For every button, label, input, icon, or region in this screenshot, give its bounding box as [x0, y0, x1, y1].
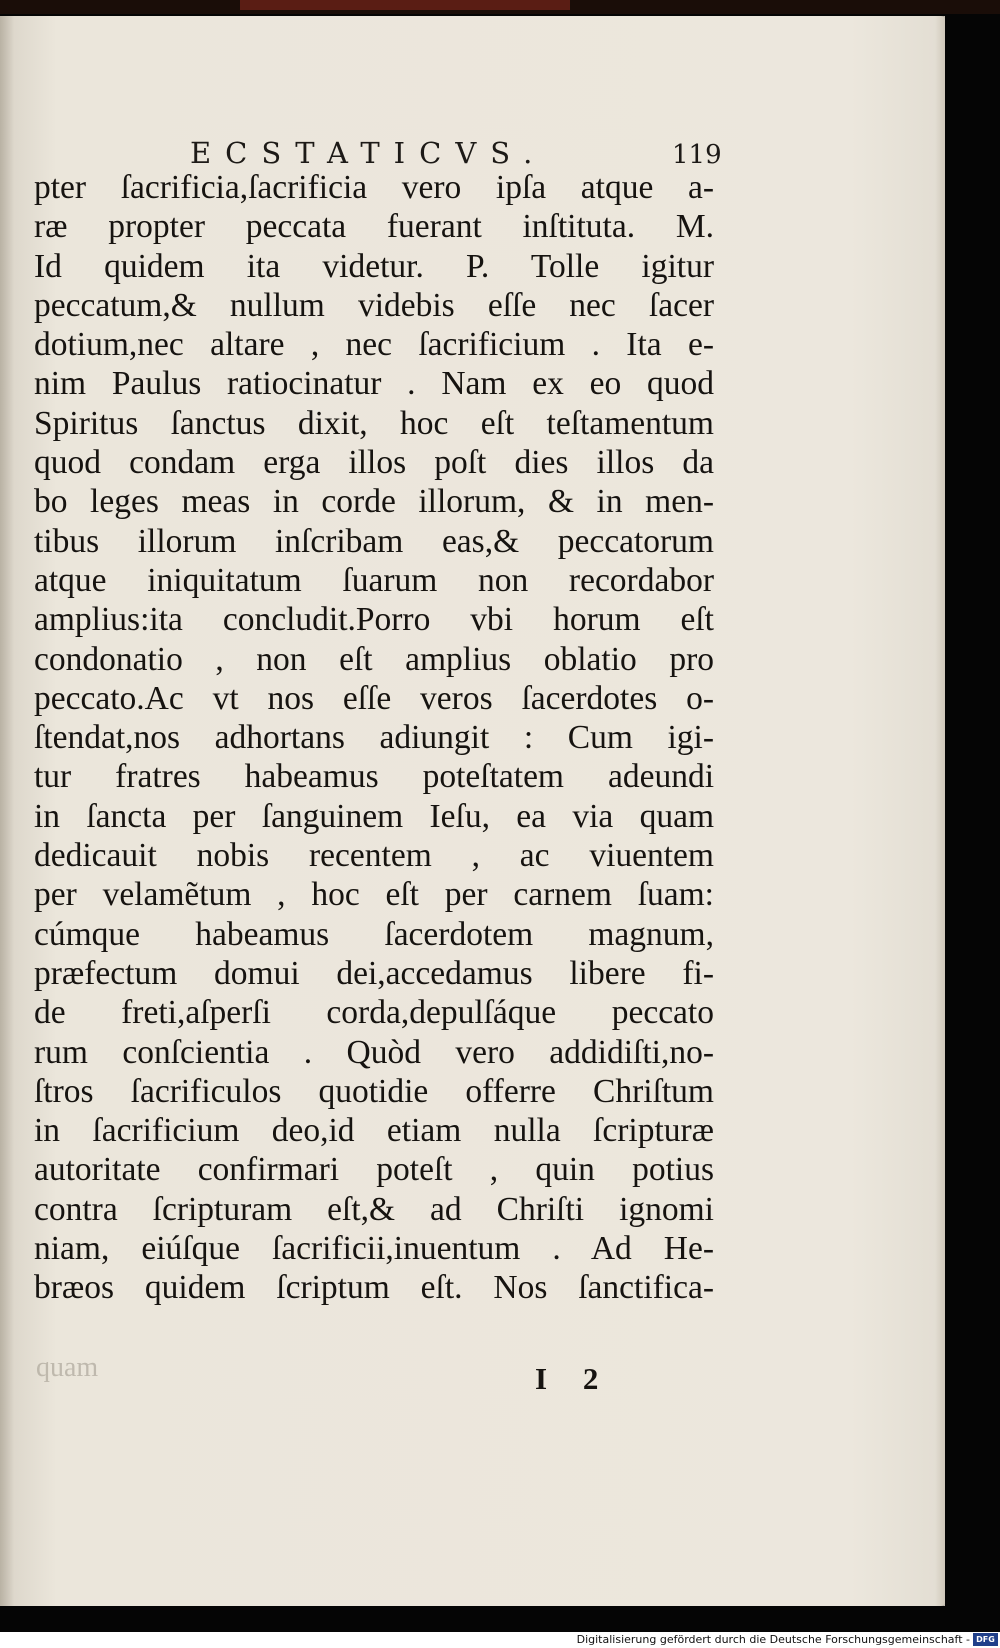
- top-binding-strip: [0, 0, 1000, 14]
- text-line: in ſacrificium deo,id etiam nulla ſcripturæ: [34, 1112, 714, 1150]
- body-text: [34, 168, 714, 1308]
- red-binding-edge: [240, 0, 570, 10]
- text-line: ræ propter peccata fuerant inſtituta. M.: [34, 208, 714, 246]
- dfg-credit-text: Digitalisierung gefördert durch die Deutsche Forschungsgemeinschaft -: [576, 1633, 970, 1646]
- digitization-footer: [0, 1632, 1000, 1648]
- text-line: tur fratres habeamus poteſtatem adeundi: [34, 758, 714, 796]
- text-line: condonatio , non eſt amplius oblatio pro: [34, 640, 714, 678]
- running-head: ECSTATICVS.: [190, 136, 547, 170]
- text-line: contra ſcripturam eſt,& ad Chriſti ignomi: [34, 1190, 714, 1228]
- text-line: cúmque habeamus ſacerdotem magnum,: [34, 915, 714, 953]
- text-line: dotium,nec altare , nec ſacrificium . Ita e-: [34, 326, 714, 364]
- text-line: bræos quidem ſcriptum eſt. Nos ſanctifica-: [34, 1269, 714, 1307]
- text-line: de freti,aſperſi corda,depulſáque peccato: [34, 994, 714, 1032]
- text-line: bo leges meas in corde illorum, & in men-: [34, 483, 714, 521]
- folio-number: 119: [672, 140, 722, 170]
- text-line: in ſancta per ſanguinem Ieſu, ea via quam: [34, 797, 714, 835]
- signature-mark: I 2: [535, 1361, 613, 1396]
- text-line: peccatum,& nullum videbis eſſe nec ſacer: [34, 286, 714, 324]
- text-line: rum conſcientia . Quòd vero addidiſti,no-: [34, 1033, 714, 1071]
- text-line: ſtendat,nos adhortans adiungit : Cum igi-: [34, 719, 714, 757]
- text-line: nim Paulus ratiocinatur . Nam ex eo quod: [34, 365, 714, 403]
- show-through-text: quam: [36, 1352, 99, 1383]
- text-line: autoritate confirmari poteſt , quin potius: [34, 1151, 714, 1189]
- text-line: per velamẽtum , hoc eſt per carnem ſuam:: [34, 876, 714, 914]
- text-line: præfectum domui dei,accedamus libere fi-: [34, 954, 714, 992]
- text-line: atque iniquitatum ſuarum non recordabor: [34, 561, 714, 599]
- book-page: [0, 16, 945, 1606]
- text-line: Spiritus ſanctus dixit, hoc eſt teſtamentum: [34, 404, 714, 442]
- text-line: quod condam erga illos poſt dies illos da: [34, 444, 714, 482]
- text-line: amplius:ita concludit.Porro vbi horum eſt: [34, 601, 714, 639]
- text-line: ſtros ſacrificulos quotidie offerre Chriſtum: [34, 1072, 714, 1110]
- dfg-logo[interactable]: DFG: [973, 1633, 998, 1646]
- text-line: tibus illorum inſcribam eas,& peccatorum: [34, 522, 714, 560]
- text-line: niam, eiúſque ſacrificii,inuentum . Ad He-: [34, 1230, 714, 1268]
- page-gutter-shadow: [0, 16, 14, 1606]
- text-line: pter ſacrificia,ſacrificia vero ipſa atque a-: [34, 169, 714, 206]
- text-line: dedicauit nobis recentem , ac viuentem: [34, 837, 714, 875]
- page-fore-edge: [935, 16, 945, 1606]
- text-line: Id quidem ita videtur. P. Tolle igitur: [34, 247, 714, 285]
- text-line: peccato.Ac vt nos eſſe veros ſacerdotes o-: [34, 679, 714, 717]
